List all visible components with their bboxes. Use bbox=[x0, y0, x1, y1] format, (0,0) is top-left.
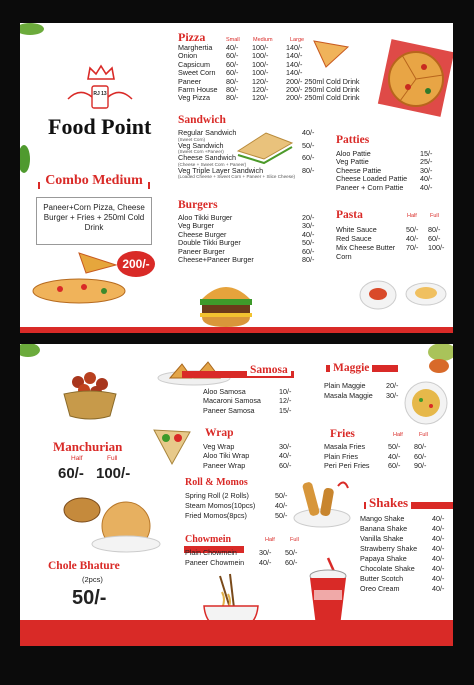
combo-title: Combo Medium bbox=[40, 173, 148, 189]
chowmein-title: Chowmein bbox=[185, 534, 232, 545]
chowmein-item-price: 30/- bbox=[259, 548, 272, 557]
logo-flourish-icon bbox=[60, 85, 140, 113]
sandwich-title: Sandwich bbox=[178, 114, 226, 126]
pasta-item bbox=[336, 243, 448, 261]
pasta-item-price: 70/- bbox=[406, 243, 419, 252]
pasta-col-half: Half bbox=[407, 213, 417, 219]
brand-name: Food Point bbox=[48, 114, 152, 139]
pizza-item-price: 120/- bbox=[252, 93, 269, 103]
burgers-item-name: Double Tikki Burger bbox=[178, 238, 241, 248]
shakes-item bbox=[360, 514, 452, 524]
burgers-item bbox=[178, 256, 324, 264]
shakes-title: Shakes bbox=[366, 495, 411, 511]
pizza-item-name: Sweet Corn bbox=[178, 68, 216, 78]
fries-list bbox=[324, 442, 444, 471]
rolls-item bbox=[185, 491, 297, 501]
leaf-decoration-icon bbox=[20, 23, 50, 43]
wrap-title: Wrap bbox=[205, 427, 234, 439]
shakes-item-price: 40/- bbox=[432, 534, 445, 543]
burgers-item-price: 60/- bbox=[302, 246, 315, 256]
samosa-item-price: 10/- bbox=[279, 387, 292, 396]
pasta-title: Pasta bbox=[336, 209, 363, 221]
burgers-item-name: Cheese+Paneer Burger bbox=[178, 255, 254, 265]
combo-price: 200/- bbox=[122, 257, 150, 271]
pizza-item-price: 80/- bbox=[226, 76, 239, 86]
sandwich-item-name: Veg Sandwich bbox=[178, 140, 224, 150]
samosa-item bbox=[203, 396, 299, 405]
samosa-item-name: Aloo Samosa bbox=[203, 387, 246, 396]
bowl-decoration-icon bbox=[428, 358, 450, 374]
shakes-item bbox=[360, 564, 452, 574]
rolls-item-name: Spring Roll (2 Rolls) bbox=[185, 491, 249, 500]
patties-item-price: 25/- bbox=[420, 157, 433, 167]
shakes-item bbox=[360, 524, 452, 534]
sandwich-item-price: 60/- bbox=[302, 153, 315, 163]
shakes-item bbox=[360, 574, 452, 584]
maggie-item-name: Masala Maggie bbox=[324, 390, 373, 400]
burgers-item-price: 30/- bbox=[302, 221, 315, 231]
pizza-item-price: 100/- bbox=[252, 51, 269, 61]
sandwich-item-name: Cheese Sandwich bbox=[178, 153, 236, 163]
manchurian-title: Manchurian bbox=[53, 439, 123, 454]
rolls-list bbox=[185, 491, 297, 521]
patties-item bbox=[336, 184, 440, 192]
burgers-item-price: 50/- bbox=[302, 238, 315, 248]
shakes-item bbox=[360, 554, 452, 564]
shakes-item-name: Butter Scotch bbox=[360, 574, 404, 583]
leaf-decoration-icon bbox=[20, 344, 44, 362]
pizza-item-price: 40/- bbox=[226, 43, 239, 52]
chowmein-col-half: Half bbox=[265, 537, 275, 543]
burgers-item-price: 40/- bbox=[302, 229, 315, 239]
pasta-item-name: White Sauce bbox=[336, 225, 377, 234]
pizza-item-price: 200/- 250ml Cold Drink bbox=[286, 85, 360, 95]
fries-item bbox=[324, 452, 444, 462]
manchurian-half-price: 60/- bbox=[58, 465, 84, 482]
pizza-item-price: 60/- bbox=[226, 59, 239, 69]
fries-item bbox=[324, 442, 444, 452]
burgers-item-name: Paneer Burger bbox=[178, 246, 225, 256]
fries-item-price: 90/- bbox=[414, 461, 427, 470]
maggie-item bbox=[324, 381, 408, 391]
pasta-item-name: Red Sauce bbox=[336, 234, 372, 243]
pizza-item-name: Capsicum bbox=[178, 59, 210, 69]
pizza-item-price: 100/- bbox=[252, 43, 269, 52]
pizza-item-name: Farm House bbox=[178, 85, 218, 95]
burgers-item-price: 80/- bbox=[302, 255, 315, 265]
rolls-item-price: 50/- bbox=[275, 511, 288, 520]
pizza-item-name: Onion bbox=[178, 51, 198, 61]
samosa-list bbox=[203, 387, 299, 415]
pizza-title: Pizza bbox=[178, 30, 206, 44]
burgers-item-name: Aloo Tikki Burger bbox=[178, 213, 233, 222]
maggie-plate-icon bbox=[403, 380, 449, 426]
burgers-item-price: 20/- bbox=[302, 213, 315, 222]
fries-item-name: Masala Fries bbox=[324, 442, 366, 451]
pasta-item-price: 60/- bbox=[428, 234, 441, 243]
pasta-item-price: 80/- bbox=[428, 225, 441, 234]
chole-title: Chole Bhature bbox=[48, 560, 120, 572]
manchurian-full-price: 100/- bbox=[96, 465, 131, 482]
burger-icon bbox=[196, 277, 256, 329]
shakes-item bbox=[360, 544, 452, 554]
pizza-item-price: 200/- 250ml Cold Drink bbox=[286, 93, 360, 103]
pizza-item-price: 140/- bbox=[286, 59, 303, 69]
maggie-list bbox=[324, 381, 408, 400]
menu-page-top bbox=[20, 23, 453, 333]
shakes-list bbox=[360, 514, 452, 594]
pasta-item bbox=[336, 225, 448, 234]
samosa-item bbox=[203, 387, 299, 396]
combo-box bbox=[36, 197, 152, 245]
pizza-item-price: 60/- bbox=[226, 68, 239, 78]
patties-item-price: 15/- bbox=[420, 149, 433, 158]
fries-title: Fries bbox=[330, 428, 355, 440]
patties-item-name: Cheese Pattie bbox=[336, 165, 382, 175]
patties-item-name: Paneer + Corn Pattie bbox=[336, 182, 404, 192]
pizza-slices-icon bbox=[372, 35, 452, 115]
wrap-list bbox=[203, 442, 299, 470]
pizza-item-price: 120/- bbox=[252, 85, 269, 95]
page-bottom-footer-bar bbox=[20, 620, 453, 646]
logo-monogram: RJ 13 bbox=[93, 91, 107, 97]
pasta-item-price: 40/- bbox=[406, 234, 419, 243]
pizza-slice-icon bbox=[312, 37, 352, 69]
pizza-item-price: 120/- bbox=[252, 76, 269, 86]
pasta-item-price: 50/- bbox=[406, 225, 419, 234]
shakes-item-price: 40/- bbox=[432, 554, 445, 563]
pizza-item bbox=[178, 44, 388, 52]
fries-col-half: Half bbox=[393, 432, 403, 438]
sandwich-item-name: Veg Triple Layer Sandwich bbox=[178, 165, 264, 175]
burgers-list bbox=[178, 214, 324, 264]
fries-col-full: Full bbox=[419, 432, 428, 438]
rolls-item-price: 50/- bbox=[275, 491, 288, 500]
sandwich-item-note: (Sweet Corn) bbox=[178, 136, 206, 142]
shakes-item-name: Banana Shake bbox=[360, 524, 408, 533]
rolls-item bbox=[185, 511, 297, 521]
wrap-item-name: Aloo Tiki Wrap bbox=[203, 451, 250, 461]
pizza-item-name: Veg Pizza bbox=[178, 93, 210, 103]
shakes-item-name: Mango Shake bbox=[360, 514, 405, 523]
rolls-item-name: Fried Momos(8pcs) bbox=[185, 511, 247, 520]
wrap-item bbox=[203, 442, 299, 451]
chole-price: 50/- bbox=[72, 587, 107, 609]
chowmein-item-price: 50/- bbox=[285, 548, 298, 557]
pizza-item-price: 100/- bbox=[252, 59, 269, 69]
samosa-item-name: Macaroni Samosa bbox=[203, 396, 261, 406]
wrap-item-name: Paneer Wrap bbox=[203, 460, 246, 470]
pizza-item-price: 80/- bbox=[226, 85, 239, 95]
pizza-item-price: 80/- bbox=[226, 93, 239, 103]
pasta-col-full: Full bbox=[430, 213, 439, 219]
manchurian-bowl-icon bbox=[60, 364, 120, 424]
shakes-item bbox=[360, 534, 452, 544]
pizza-item bbox=[178, 94, 388, 102]
pasta-plate-icon bbox=[404, 281, 448, 307]
chowmein-item-name: Plain Chowmein bbox=[185, 548, 237, 557]
fries-item-price: 60/- bbox=[414, 451, 427, 461]
samosa-title: Samosa bbox=[247, 364, 291, 376]
crown-icon bbox=[86, 65, 116, 81]
wrap-item-name: Veg Wrap bbox=[203, 442, 235, 451]
pizza-item-price: 140/- bbox=[286, 51, 303, 61]
chowmein-col-full: Full bbox=[290, 537, 299, 543]
patties-item-price: 40/- bbox=[420, 182, 433, 192]
shakes-item-name: Oreo Cream bbox=[360, 584, 400, 593]
shakes-item-name: Papaya Shake bbox=[360, 554, 407, 563]
chowmein-item-price: 40/- bbox=[259, 558, 272, 567]
pizza-size-small: Small bbox=[226, 37, 240, 43]
manchurian-col-full: Full bbox=[107, 455, 118, 462]
patties-title: Patties bbox=[336, 134, 370, 146]
chowmein-item-price: 60/- bbox=[285, 558, 298, 567]
maggie-item-name: Plain Maggie bbox=[324, 381, 366, 390]
pizza-item-price: 100/- bbox=[252, 68, 269, 78]
fries-item-name: Peri Peri Fries bbox=[324, 461, 370, 470]
wrap-item-price: 60/- bbox=[279, 460, 292, 470]
sandwich-item-note: (Sweet Corn +Paneer) bbox=[178, 149, 224, 155]
maggie-item bbox=[324, 391, 408, 401]
samosa-item-price: 12/- bbox=[279, 396, 292, 406]
samosa-item-name: Paneer Samosa bbox=[203, 405, 255, 415]
sandwich-item-name: Regular Sandwich bbox=[178, 128, 237, 137]
rolls-title: Roll & Momos bbox=[185, 477, 248, 488]
shakes-item-price: 40/- bbox=[432, 574, 445, 583]
pizza-item-price: 60/- bbox=[226, 51, 239, 61]
pizza-item-price: 140/- bbox=[286, 43, 303, 52]
sandwich-icon bbox=[234, 129, 296, 163]
combo-description: Paneer+Corn Pizza, Cheese Burger + Fries + 250ml Cold Drink bbox=[43, 203, 145, 232]
fries-item-price: 60/- bbox=[388, 461, 401, 470]
pasta-item bbox=[336, 234, 448, 243]
burgers-item-name: Cheese Burger bbox=[178, 229, 227, 239]
page-top-footer-bar bbox=[20, 327, 453, 333]
pizza-item-name: Paneer bbox=[178, 76, 202, 86]
shakes-item-price: 40/- bbox=[432, 514, 445, 523]
sandwich-item-price: 50/- bbox=[302, 140, 315, 150]
patties-list bbox=[336, 150, 440, 192]
sandwich-item-price: 80/- bbox=[302, 165, 315, 175]
sandwich-item-note: (Loaded Cheese + Sweet Corn + Paneer + Slice Cheese) bbox=[178, 174, 296, 180]
samosa-item-price: 15/- bbox=[279, 405, 292, 415]
patties-item-price: 40/- bbox=[420, 174, 433, 184]
pizza-size-medium: Medium bbox=[253, 37, 273, 43]
pasta-list bbox=[336, 225, 448, 261]
menu-page-bottom bbox=[20, 344, 453, 646]
pizza-list bbox=[178, 44, 388, 103]
wrap-item-price: 30/- bbox=[279, 442, 292, 451]
burgers-title: Burgers bbox=[178, 199, 218, 211]
pizza-item-price: 200/- 250ml Cold Drink bbox=[286, 76, 360, 86]
sandwich-item-note: (Cheese + Sweet Corn + Paneer) bbox=[178, 161, 247, 167]
spring-roll-icon bbox=[292, 474, 352, 530]
chowmein-item-name: Paneer Chowmein bbox=[185, 558, 245, 567]
pasta-item-price: 100/- bbox=[428, 243, 445, 252]
patties-item-name: Cheese Loaded Pattie bbox=[336, 174, 408, 184]
shakes-item-price: 40/- bbox=[432, 524, 445, 533]
chowmein-item bbox=[185, 558, 305, 568]
shakes-item bbox=[360, 584, 452, 594]
chole-bhature-icon bbox=[54, 492, 164, 556]
wrap-icon bbox=[148, 424, 196, 470]
rolls-item bbox=[185, 501, 297, 511]
pizza-item-price: 140/- bbox=[286, 68, 303, 78]
patties-item-name: Aloo Pattie bbox=[336, 149, 371, 158]
pasta-bowl-icon bbox=[358, 277, 402, 311]
wrap-item bbox=[203, 461, 299, 470]
burgers-item-name: Veg Burger bbox=[178, 221, 214, 231]
maggie-title: Maggie bbox=[330, 362, 372, 374]
pasta-item-name: Mix Cheese Butter Corn bbox=[336, 243, 396, 261]
samosa-item bbox=[203, 406, 299, 415]
wrap-item-price: 40/- bbox=[279, 451, 292, 461]
sandwich-item bbox=[178, 167, 324, 175]
chole-note: (2pcs) bbox=[82, 575, 103, 584]
shakes-item-name: Chocolate Shake bbox=[360, 564, 415, 573]
rolls-item-price: 40/- bbox=[275, 501, 288, 510]
shakes-item-price: 40/- bbox=[432, 564, 445, 573]
chowmein-list bbox=[185, 548, 305, 568]
patties-item-name: Veg Pattie bbox=[336, 157, 369, 167]
manchurian-col-half: Half bbox=[71, 455, 83, 462]
sandwich-item-price: 40/- bbox=[302, 128, 315, 137]
patties-item-price: 30/- bbox=[420, 165, 433, 175]
fries-item-price: 80/- bbox=[414, 442, 427, 451]
fries-item-price: 40/- bbox=[388, 451, 401, 461]
fries-item bbox=[324, 461, 444, 471]
pepper-decoration-icon bbox=[20, 141, 34, 181]
fries-item-price: 50/- bbox=[388, 442, 401, 451]
pizza-size-large: Large bbox=[290, 37, 305, 43]
chowmein-item bbox=[185, 548, 305, 558]
shakes-item-price: 40/- bbox=[432, 584, 445, 593]
rolls-item-name: Steam Momos(10pcs) bbox=[185, 501, 256, 510]
wrap-item bbox=[203, 451, 299, 460]
fries-item-name: Plain Fries bbox=[324, 451, 358, 461]
shakes-item-name: Strawberry Shake bbox=[360, 544, 418, 553]
shakes-item-name: Vanilla Shake bbox=[360, 534, 404, 543]
maggie-item-price: 30/- bbox=[386, 390, 399, 400]
maggie-item-price: 20/- bbox=[386, 381, 399, 390]
pizza-item-name: Marghertia bbox=[178, 43, 213, 52]
shakes-item-price: 40/- bbox=[432, 544, 445, 553]
